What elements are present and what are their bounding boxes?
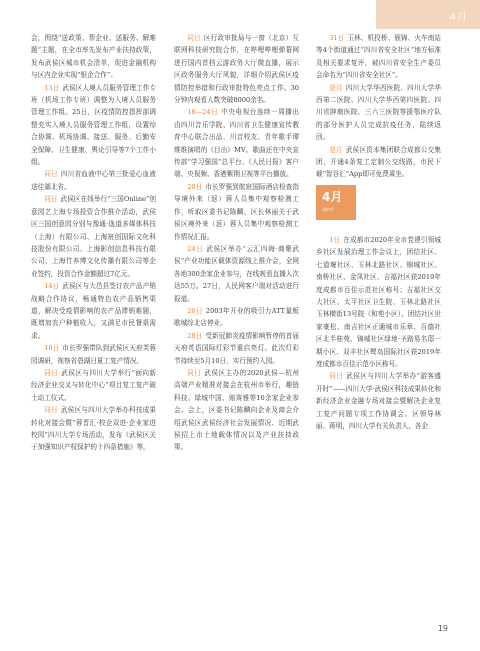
entry-text: 武侯区举办“云汇四海·商聚武侯”产业功能区载体资源线上推介会，全网各地300余家企业参与，在线观看直播人次达55万。27日，人民网客户端对活动进行报道。: [174, 244, 300, 303]
chronicle-entry: [31, 193, 156, 280]
entry-text: 2003年开业的吸引力ATT量贩歌城综北店停业。: [174, 306, 299, 328]
entry-text: 四川省血液中心第三批爱心血液送往湖北省。: [31, 170, 157, 191]
entry-date: 14日: [44, 282, 60, 291]
entry-date: 20日: [187, 182, 203, 191]
chronicle-entry: [316, 234, 441, 370]
chronicle-entry: [174, 367, 299, 454]
entry-text: 区行政审批局与一窗（北京）互联网科技研究院合作，在哔哩哔哩弹幕网进行国内首档云游政务大厅微直播，展示区政务服务大厅风貌，详细介绍武侯区疫情防控举措和行政审批特色亮点工作。30分钟内观看人数突破8000余名。: [174, 34, 300, 105]
chronicle-entry: [31, 168, 156, 193]
month-section-title: 4月: [322, 189, 343, 204]
entry-date: 18日: [44, 344, 60, 353]
entry-date: 13日: [44, 83, 60, 92]
entry-date: 31日: [329, 34, 345, 42]
chronicle-entry: [174, 106, 299, 180]
entry-date: 同日: [44, 170, 58, 179]
entry-date: 同日: [44, 368, 59, 377]
entry-date: 同日: [329, 372, 344, 381]
entry-text: 武侯区与大邑县签订农产品产销战略合作协议，畅通特色农产品销售渠道，解决受疫情影响的农产品滞销难题，既增加农户种植收入，又满足市民餐桌需求。: [31, 282, 157, 340]
entry-text: 玉林、机投桥、簇锦、火车南站等4个街道通过“四川省安全社区”地方标准及相关要求复评，被四川省安全生产委员会命名为“四川省安全社区”。: [316, 34, 442, 80]
chronicle-entry: [174, 243, 299, 305]
chronicle-entry: [174, 305, 299, 330]
entry-text: 武侯区人境人员服务管理工作专班（机场工作专班）调整为入境人员服务管理工作组。25日，区疫情防控指挥部调整充实入境人员服务管理工作组，设置综合协调、机场协调、接送、服务、后勤安全保障、卫生健康、舆论引导等7个工作小组。: [31, 83, 157, 167]
chronicle-entry: [174, 330, 299, 367]
month-tab: [376, 0, 480, 29]
chronicle-entry: [31, 367, 156, 404]
entry-date: 26日: [187, 306, 203, 315]
chronicle-entry: [316, 32, 441, 82]
entry-date: 同日: [187, 368, 202, 377]
entry-date: 同日: [44, 195, 58, 204]
entry-text: 武侯区在线举行“三国Online”创意园艺上海专场投资合作推介活动，武侯区三国创意园分别与豫通·逸道多媒体科技（上海）有限公司、上海宸创国际文化科技股份有限公司、上海影创信息科技有限公司、上海竹养博文化传播有限公司等企业签约，投资合作金额超过7亿元。: [31, 195, 157, 278]
chronicle-entry: [31, 280, 156, 342]
entry-date: 同日: [44, 406, 58, 415]
entry-text: 会，围绕“送政策、帮企业、送服务、解难题”主题，在全市率先发布产业扶持政策，发布武侯区城市机会清单，促进金融机构与区内企业实现“银企合作”。: [31, 34, 156, 80]
entry-text: 武侯区与四川大学举办科技成果转化对接会暨“蓉晋汇·校企双进·企业家进校园”四川大学专场活动，发布《武侯区关于加强知识产权保护的十四条措施》等。: [31, 406, 157, 452]
chronicle-entry: [31, 32, 156, 82]
entry-date: 1日: [329, 235, 341, 244]
column-1: [31, 32, 156, 454]
entry-date: 同日: [187, 34, 201, 42]
entry-date: 28日: [187, 331, 203, 340]
column-3: [316, 32, 441, 432]
page-number: 19: [437, 624, 448, 633]
chronicle-entry: [174, 32, 299, 106]
chronicle-entry: [316, 144, 441, 181]
month-section-subtitle: April: [322, 206, 334, 213]
chronicle-entry: [316, 82, 441, 144]
entry-date: 是月: [329, 83, 343, 92]
month-tab-label: 4月: [449, 12, 468, 23]
entry-text: 武侯区资本集团联合成都公交集团，开通4条复工定制公交线路，市民下载“智谷汇”App即可免费乘坐。: [316, 145, 442, 179]
chronicle-entry: [31, 404, 156, 454]
entry-text: 中央电视台连续一周播出由四川音乐学院、四川省卫生健康宣传教育中心联合出品、川音校友、青年歌手谭维维演唱的《目出》MV。歌曲还在中央宣传部“学习强国”总平台、《人民日报》客户端、央视频、香港紫荆卫视等平台播放。: [174, 108, 300, 179]
entry-text: 武侯区与四川大学举办“游客盛开时”——四川大学·武侯区科技成果转化和新经济企业金融专场对接会暨解决企业复工复产问题专项工作协调会。区领导林丽、蒋明，四川大学有关负责人，各企: [316, 372, 441, 430]
column-2: [174, 32, 299, 454]
month-section-marker: [316, 185, 356, 220]
entry-date: 24日: [187, 244, 204, 253]
entry-text: 四川大学华西医院、四川大学华西第二医院、四川大学华西第四医院、四川省肿瘤医院、三六三医院等援鄂医疗队的部分医护人员完成抗疫任务，陆续返回。: [316, 83, 442, 142]
entry-text: 在成都市2020年全市党建引领城乡社区发展治理工作会议上，团结社区、七道堰社区、玉林北路社区、锦城社区、南桥社区、金凤社区、吉福社区获2019年度成都市百佳示范社区称号；吉福社区交大社区、太平社区卫生院、玉林北路社区玉林横街13号院（和苑小区）、团结社区世家豪松、南吉社区正通城市乐章、百德社区北半桂苑、锦城社区绿地·圣路易名邸一期小区、双丰社区鹭岛国际社区获2019年度成都市百佳示范小区称号。: [316, 235, 441, 368]
entry-text: 受新冠肺炎疫情影响暂停的首届天府英语国际灯彩节重启亮灯。此次灯彩节持续至5月10日，实行预约入园。: [174, 331, 300, 365]
entry-date: 18—24日: [187, 108, 219, 117]
entry-date: 是月: [329, 145, 343, 154]
chronicle-entry: [31, 342, 156, 367]
entry-text: 市长罗强到航宸国际酒店检查指导境外来（返）蓉人员集中观察检测工作，听取区委书记陈麟、区长林丽关于武侯区境外来（返）蓉人员集中观察检测工作情况汇报。: [174, 182, 300, 241]
chronicle-entry: [316, 370, 441, 432]
chronicle-entry: [174, 181, 299, 243]
chronicle-entry: [31, 82, 156, 169]
entry-text: 市长罗强带队到武侯区天府芙蓉园调研，视察省碧湖日夏工复产情况。: [31, 344, 157, 365]
entry-text: 武侯区主办的2020武侯—杭州高端产业精准对接会在杭州市举行，趣链科技、绿城中国、赔赛雅等10余家企业参会。会上，区委书记陈麟向企业及商会介绍武侯区武侯经济社会发展情况、近期武侯招上市土地载体情况以及产业扶持政策。: [174, 368, 300, 452]
entry-text: 武侯区与四川大学举行“面向新经济企业交叉与转化中心”项目复工复产破土动工仪式。: [31, 368, 156, 402]
